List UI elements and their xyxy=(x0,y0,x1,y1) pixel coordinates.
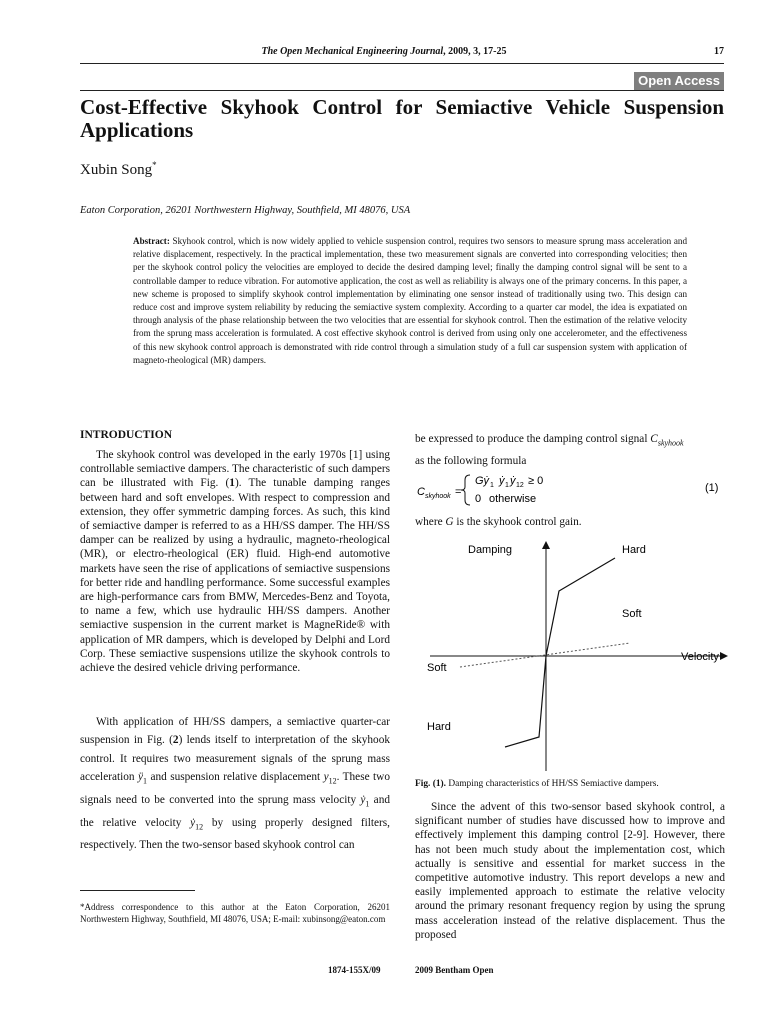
svg-text:ẏ: ẏ xyxy=(499,475,505,487)
label-velocity: Velocity xyxy=(681,651,719,663)
page-number: 17 xyxy=(714,46,724,57)
footer-issn: 1874-155X/09 xyxy=(328,965,381,975)
svg-text:skyhook: skyhook xyxy=(425,493,451,500)
fig-ref-2: 2 xyxy=(172,734,179,747)
eq-case1-cond: ≥ 0 xyxy=(528,475,544,487)
svg-text:1: 1 xyxy=(490,482,494,489)
header-rule xyxy=(80,63,724,64)
svg-text:12: 12 xyxy=(516,482,524,489)
intro-paragraph-1: The skyhook control was developed in the early 1970s [1] using controllable semiactive dampers. The characteristic of such dampers can be illustrated with Fig. (1). The tunable damping ranges between hard and soft envelopes. With respect to compression and extension, they offer symmetric damping forces. As such, this kind of semiactive damper is referred to as a HH/SS damper. The HH/SS damper can be realized by using a hydraulic, magneto-rheological (MR), or electro-rheological (ER) fluid. High-end automotive markets have seen the rise of applications of semiactive suspensions for better ride and handling performance. Some successful examples are high-performance cars from BMW, Mercedes-Benz and Toyota, to name a few, which use hydraulic HH/SS dampers. Another semiactive suspension in the current market is MagneRide® with application of MR dampers, which is developed by Delphi and Lord Corp. These semiactive suspensions utilize the skyhook controls to achieve the desired vehicle driving performance. xyxy=(80,449,390,675)
author-name: Xubin Song xyxy=(80,162,153,178)
figure-caption-text: Damping characteristics of HH/SS Semiactive dampers. xyxy=(445,779,659,789)
fig-ref-1: 1 xyxy=(229,477,235,490)
author xyxy=(80,160,157,179)
intro-paragraph-2: With application of HH/SS dampers, a semiactive quarter-car suspension in Fig. (2) lends itself to interpretation of the skyhook control. It requires two measurement signals of the sprung mass acceleration $ÿ_1$ and suspension relative displacement $y_{12}$. These two signals need to be converted into the sprung mass velocity ẏ$_1$ and the relative velocity ẏ$_{12}$ by using properly designed filters, respectively. Then the two-sensor based skyhook control can xyxy=(80,716,390,852)
title-rule xyxy=(80,90,724,91)
label-soft-upper: Soft xyxy=(622,608,642,620)
label-soft-lower: Soft xyxy=(427,662,447,674)
journal-header xyxy=(0,46,768,57)
intro-heading: INTRODUCTION xyxy=(80,429,173,441)
journal-name: The Open Mechanical Engineering Journal xyxy=(261,46,444,57)
footnote-rule xyxy=(80,890,195,891)
svg-text:=: = xyxy=(455,486,462,498)
right-paragraph-1: be expressed to produce the damping control signal $C_{skyhook}$ as the following formula xyxy=(415,433,684,468)
open-access-badge: Open Access xyxy=(634,72,724,90)
svg-text:1: 1 xyxy=(505,482,509,489)
abstract-text: Skyhook control, which is now widely applied to vehicle suspension control, requires two sensors to measure sprung mass acceleration and relative displacement, respectively. In the practical implementation, these two measurement signals are converted into corresponding velocities; then per the skyhook control policy the velocities are employed to decide the desired damping level; finally the damping control signal will be sent to a controllable damper to reduce vibration. For automotive application, the cost as well as reliability is always one of the primary concerns. In this paper, a new scheme is proposed to simplify skyhook control implementation by eliminating one sensor instead of traditionally using two. This design can reduce cost and improve system reliability by reducing the semiactive system complexity. According to a quarter car model, the idea is expatiated on through analysis of the phase relationship between the two velocities that are essential for skyhook control. Then the estimation of the relative velocity from the sprung mass acceleration is formulated. A cost effective skyhook control is derived from using only one accelerometer, and the effectiveness of this new skyhook control approach is demonstrated with ride control through a simulation study of a full car suspension system with application of magneto-rheological (MR) dampers. xyxy=(133,236,687,365)
label-damping: Damping xyxy=(468,544,513,556)
label-hard-lower: Hard xyxy=(427,721,451,733)
svg-text:Gẏ: Gẏ xyxy=(475,475,490,487)
journal-citation: , 2009, 3, 17-25 xyxy=(443,46,507,57)
footer-publisher: 2009 Bentham Open xyxy=(415,965,494,975)
abstract-label: Abstract: xyxy=(133,236,170,246)
right-paragraph-2: Since the advent of this two-sensor based skyhook control, a significant number of studies have discussed how to improve and effectively implement this damping control [2-9]. However, there has not been much study about the implementation cost, which actually is sensitive and essential for market success in the competitive automotive industry. This report develops a new and easily implemented approach to estimate the relative velocity around the primary resonant frequency region by using the sprung mass acceleration instead of the relative displacement. Thus the proposed xyxy=(415,801,725,941)
eq-case2-cond: otherwise xyxy=(489,493,537,505)
svg-text:ẏ: ẏ xyxy=(510,475,516,487)
eq-number: (1) xyxy=(705,482,719,494)
where-line: where G is the skyhook control gain. xyxy=(415,516,582,528)
footnote: *Address correspondence to this author at the Eaton Corporation, 26201 Northwestern Highway, Southfield, MI 48076, USA; E-mail: xubinsong@eaton.com xyxy=(80,902,390,924)
svg-text:C: C xyxy=(417,486,425,498)
equation-1 xyxy=(415,470,725,510)
figure-caption-label: Fig. (1). xyxy=(415,779,446,789)
figure-1 xyxy=(415,535,735,775)
figure-caption xyxy=(415,779,735,789)
eq-case2: 0 xyxy=(475,493,482,505)
label-hard-upper: Hard xyxy=(622,544,646,556)
affiliation: Eaton Corporation, 26201 Northwestern Highway, Southfield, MI 48076, USA xyxy=(80,205,411,216)
abstract xyxy=(133,235,687,367)
paper-title: Cost-Effective Skyhook Control for Semiactive Vehicle Suspension Applications xyxy=(80,95,724,142)
author-mark: * xyxy=(152,160,157,170)
